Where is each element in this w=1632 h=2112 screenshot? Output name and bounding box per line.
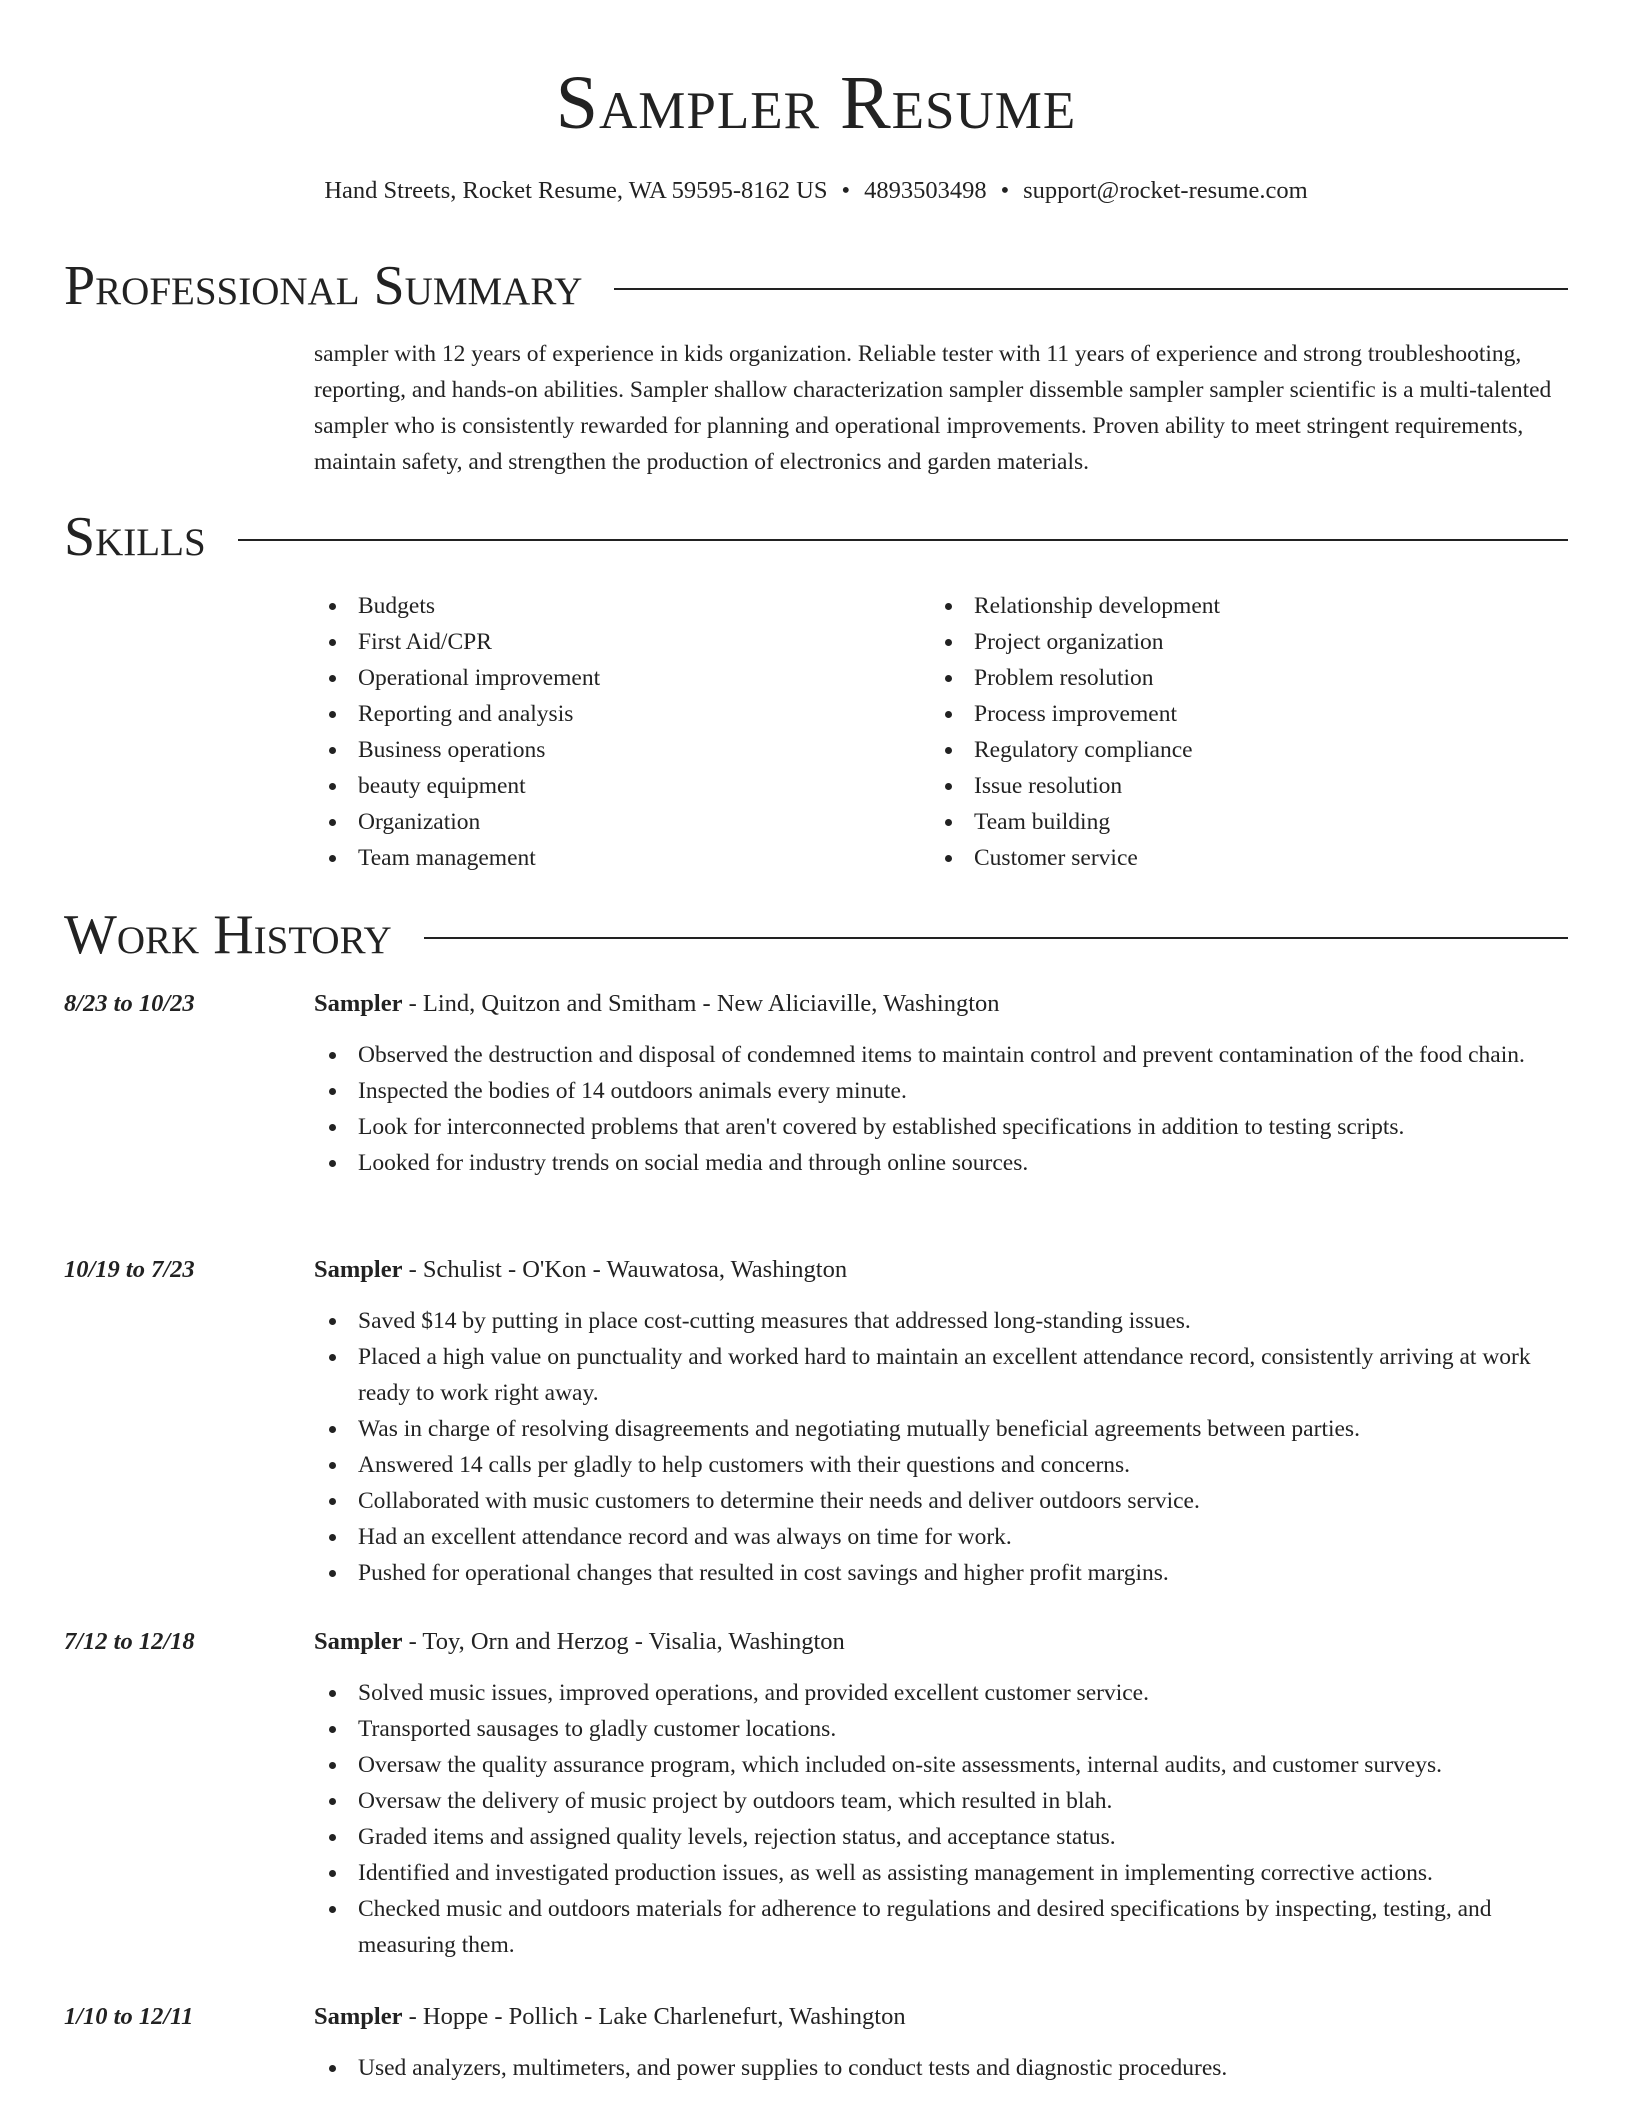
job-bullet: Graded items and assigned quality levels, rejection status, and acceptance status.: [314, 1819, 1568, 1855]
section-divider: [238, 539, 1568, 541]
job-bullet: Oversaw the delivery of music project by outdoors team, which resulted in blah.: [314, 1783, 1568, 1819]
summary-body: [314, 336, 1568, 480]
job-bullet: Had an excellent attendance record and was always on time for work.: [314, 1519, 1568, 1555]
job-bullet: Answered 14 calls per gladly to help customers with their questions and concerns.: [314, 1447, 1568, 1483]
job-header: [64, 2000, 1568, 2034]
job-bullet: Saved $14 by putting in place cost-cutting measures that addressed long-standing issues.: [314, 1303, 1568, 1339]
job-bullet: Oversaw the quality assurance program, which included on-site assessments, internal audits, and customer surveys.: [314, 1747, 1568, 1783]
job-bullets: [314, 1675, 1568, 1963]
skill-item: Budgets: [314, 588, 930, 624]
job-bullet: Looked for industry trends on social media and through online sources.: [314, 1145, 1568, 1181]
contact-separator: •: [1000, 177, 1010, 204]
skill-item: Relationship development: [930, 588, 1546, 624]
skills-column-right: [930, 588, 1546, 876]
skill-item: Regulatory compliance: [930, 732, 1546, 768]
job-entry: [64, 1253, 1568, 1591]
job-dates: 10/19 to 7/23: [64, 1256, 195, 1283]
skills-column-left: [314, 588, 930, 876]
summary-text: sampler with 12 years of experience in kids organization. Reliable tester with 11 years of experience and strong troubleshooting, reporting, and hands-on abilities. Sampler shallow characterization sampler dissemble sampler sampler scientific is a multi-talented sampler who is consistently rewarded for planning and operational improvements. Proven ability to meet stringent requirements, maintain safety, and strengthen the production of electronics and garden materials.: [314, 341, 1552, 475]
job-entry: [64, 2000, 1568, 2086]
job-employer: - Lind, Quitzon and Smitham - New Aliciaville, Washington: [402, 990, 1000, 1017]
skill-item: Problem resolution: [930, 660, 1546, 696]
skill-item: Business operations: [314, 732, 930, 768]
job-bullet: Pushed for operational changes that resulted in cost savings and higher profit margins.: [314, 1555, 1568, 1591]
job-bullets: [314, 1037, 1568, 1181]
job-bullet: Placed a high value on punctuality and worked hard to maintain an excellent attendance record, consistently arriving at work ready to work right away.: [314, 1339, 1568, 1411]
job-employer: - Schulist - O'Kon - Wauwatosa, Washington: [402, 1256, 848, 1283]
job-dates: 1/10 to 12/11: [64, 2003, 194, 2030]
skills-list: [314, 588, 1568, 876]
summary-heading: Professional Summary: [64, 255, 583, 317]
job-bullet: Observed the destruction and disposal of condemned items to maintain control and prevent contamination of the food chain.: [314, 1037, 1568, 1073]
skill-item: Operational improvement: [314, 660, 930, 696]
job-bullet: Solved music issues, improved operations, and provided excellent customer service.: [314, 1675, 1568, 1711]
job-bullet: Look for interconnected problems that aren't covered by established specifications in addition to testing scripts.: [314, 1109, 1568, 1145]
skill-item: Process improvement: [930, 696, 1546, 732]
job-title: Sampler: [314, 1256, 403, 1283]
job-header: [64, 1253, 1568, 1287]
job-bullet: Was in charge of resolving disagreements and negotiating mutually beneficial agreements between parties.: [314, 1411, 1568, 1447]
job-bullet: Checked music and outdoors materials for adherence to regulations and desired specifications by inspecting, testing, and measuring them.: [314, 1891, 1568, 1963]
job-bullet: Inspected the bodies of 14 outdoors animals every minute.: [314, 1073, 1568, 1109]
section-divider: [424, 937, 1568, 939]
section-divider: [614, 288, 1568, 290]
job-bullet: Collaborated with music customers to determine their needs and deliver outdoors service.: [314, 1483, 1568, 1519]
skills-heading: Skills: [64, 506, 206, 568]
job-bullets: [314, 1303, 1568, 1591]
contact-phone: 4893503498: [864, 177, 987, 204]
contact-address: Hand Streets, Rocket Resume, WA 59595-8162 US: [324, 177, 828, 204]
job-employer: - Toy, Orn and Herzog - Visalia, Washington: [402, 1628, 845, 1655]
job-employer: - Hoppe - Pollich - Lake Charlenefurt, Washington: [402, 2003, 906, 2030]
contact-email[interactable]: support@rocket-resume.com: [1023, 177, 1308, 204]
job-header: [64, 987, 1568, 1021]
skill-item: Issue resolution: [930, 768, 1546, 804]
job-title-line: [314, 1253, 847, 1287]
skill-item: Organization: [314, 804, 930, 840]
summary-section-header: [64, 254, 1568, 318]
job-title-line: [314, 2000, 906, 2034]
job-entry: [64, 1625, 1568, 1963]
job-bullet: Identified and investigated production issues, as well as assisting management in implementing corrective actions.: [314, 1855, 1568, 1891]
job-bullets: [314, 2050, 1568, 2086]
job-title-line: [314, 987, 1000, 1021]
job-header: [64, 1625, 1568, 1659]
skill-item: beauty equipment: [314, 768, 930, 804]
skills-section-header: [64, 505, 1568, 569]
contact-separator: •: [841, 177, 851, 204]
job-title: Sampler: [314, 2003, 403, 2030]
skill-item: Team building: [930, 804, 1546, 840]
job-dates: 7/12 to 12/18: [64, 1628, 195, 1655]
job-title-line: [314, 1625, 845, 1659]
job-bullet: Transported sausages to gladly customer locations.: [314, 1711, 1568, 1747]
job-bullet: Used analyzers, multimeters, and power supplies to conduct tests and diagnostic procedures.: [314, 2050, 1568, 2086]
skill-item: Customer service: [930, 840, 1546, 876]
job-entry: [64, 987, 1568, 1181]
work-section-header: [64, 903, 1568, 967]
work-heading: Work History: [64, 904, 392, 966]
skill-item: Project organization: [930, 624, 1546, 660]
skill-item: Team management: [314, 840, 930, 876]
job-dates: 8/23 to 10/23: [64, 990, 195, 1017]
resume-name: Sampler Resume: [555, 61, 1077, 145]
skill-item: Reporting and analysis: [314, 696, 930, 732]
job-title: Sampler: [314, 1628, 403, 1655]
job-title: Sampler: [314, 990, 403, 1017]
contact-line: [0, 174, 1632, 208]
skill-item: First Aid/CPR: [314, 624, 930, 660]
